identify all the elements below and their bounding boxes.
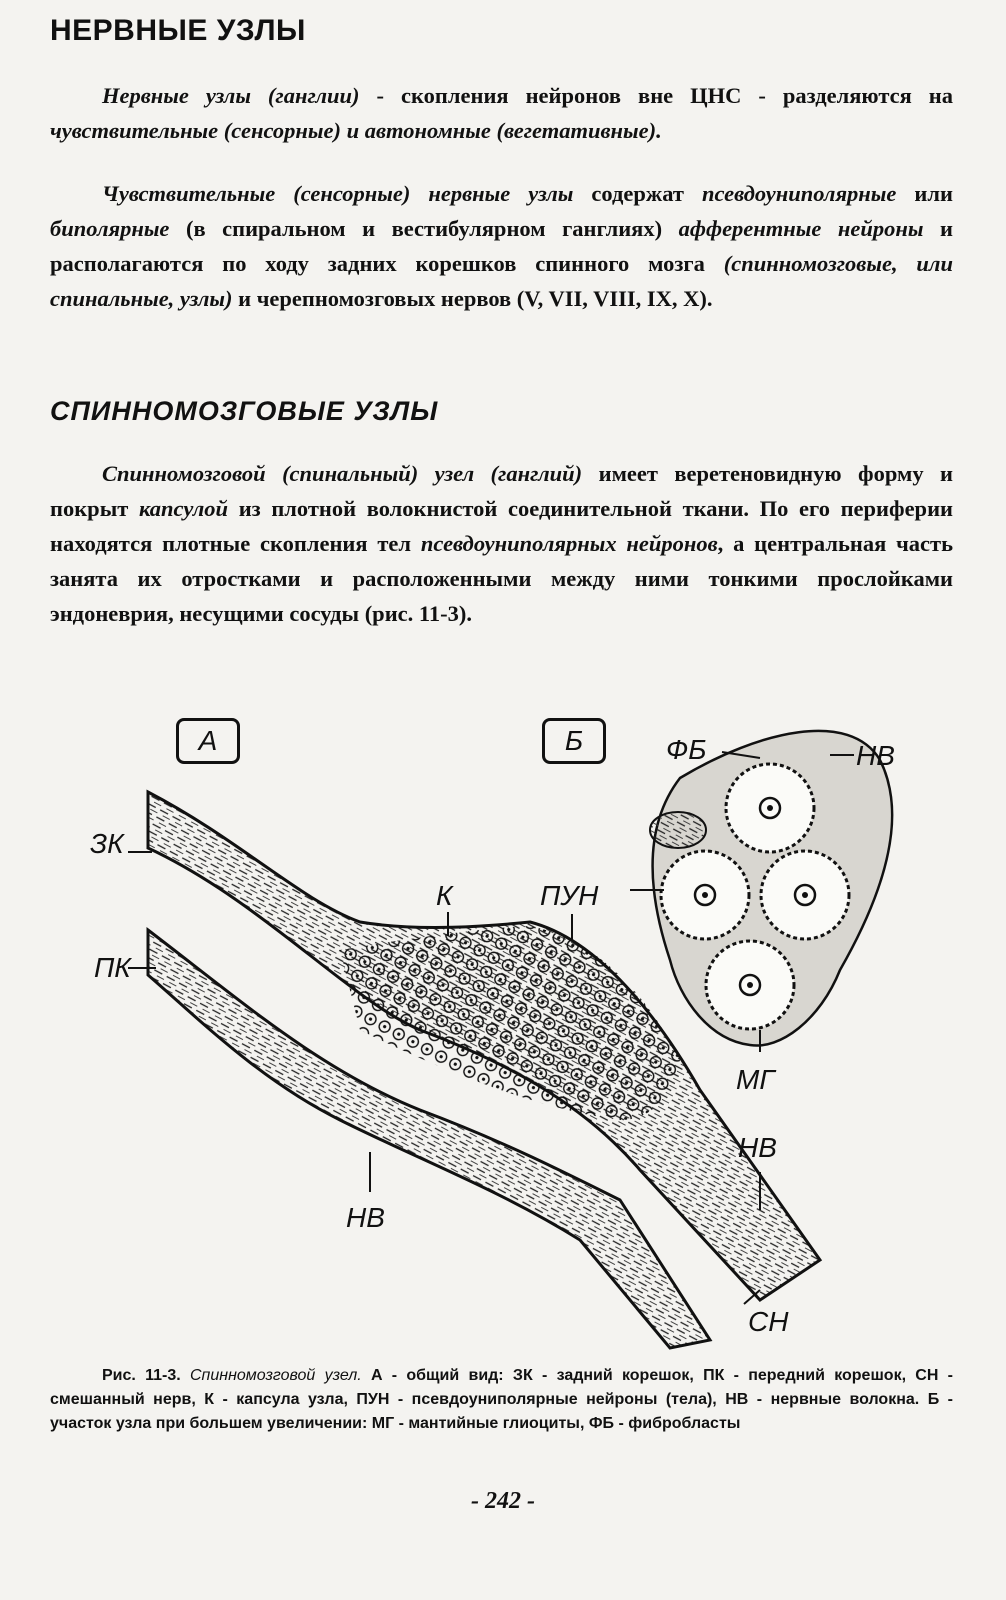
text: , а центральная часть занята их отростками и расположенными между ними тонкими прослойками эндоневрия, несущими сосуды (рис. 11-3). bbox=[50, 531, 953, 626]
caption-body: А - общий вид: ЗК - задний корешок, ПК - передний корешок, СН - смешанный нерв, К - капсула узла, ПУН - псевдоуниполярные нейроны (тела), НВ - нервные волокна. Б - участок узла при большем увеличении: МГ - мантийные глиоциты, ФБ - фибробласты bbox=[50, 1367, 954, 1432]
term: капсулой bbox=[138, 496, 229, 521]
text: имеет веретеновидную форму и покрыт bbox=[50, 461, 953, 521]
caption-prefix: Рис. 11-3. bbox=[102, 1367, 190, 1384]
paragraph-ganglia-intro bbox=[50, 78, 953, 148]
term-ganglia: Нервные узлы (ганглии) bbox=[102, 83, 360, 108]
term-sensory-ganglia: Чувствительные (сенсорные) нервные узлы bbox=[102, 181, 574, 206]
label-sn: СН bbox=[748, 1306, 789, 1337]
section-heading: НЕРВНЫЕ УЗЛЫ bbox=[50, 14, 306, 47]
term: псевдоуниполярные bbox=[701, 181, 897, 206]
paragraph-sensory-ganglia bbox=[50, 176, 953, 316]
label-fb: ФБ bbox=[666, 734, 707, 765]
term: биполярные bbox=[50, 216, 170, 241]
panel-b-label: Б bbox=[542, 718, 606, 764]
ganglion-body bbox=[340, 926, 680, 1120]
label-nv-top: НВ bbox=[856, 740, 895, 771]
fiber-bundle bbox=[650, 812, 706, 848]
figure-caption bbox=[50, 1364, 953, 1436]
term: (спинномозговые, или спинальные, узлы) bbox=[50, 251, 953, 311]
neuron-cell-2 bbox=[661, 851, 749, 939]
paragraph-spinal-ganglion bbox=[50, 456, 953, 631]
figure-11-3 bbox=[60, 700, 960, 1350]
text: и располагаются по ходу задних корешков спинного мозга bbox=[50, 216, 953, 276]
label-mg: МГ bbox=[736, 1064, 775, 1095]
neuron-cell-3 bbox=[761, 851, 849, 939]
text: - скопления нейронов вне ЦНС - разделяются на bbox=[359, 83, 954, 108]
label-pk: ПК bbox=[94, 952, 131, 983]
label-pun: ПУН bbox=[540, 880, 599, 911]
neuron-cell-4 bbox=[706, 941, 794, 1029]
text: содержат bbox=[573, 181, 702, 206]
ganglion-illustration bbox=[60, 700, 960, 1350]
text: и черепномозговых нервов (V, VII, VIII, IX, X). bbox=[232, 286, 713, 311]
label-nv-right: НВ bbox=[738, 1132, 777, 1163]
label-nv-bottom: НВ bbox=[346, 1202, 385, 1233]
term: псевдоуниполярных нейронов bbox=[420, 531, 718, 556]
neuron-cell-1 bbox=[726, 764, 814, 852]
term-types: чувствительные (сенсорные) и автономные (вегетативные). bbox=[50, 118, 662, 143]
subsection-heading: СПИННОМОЗГОВЫЕ УЗЛЫ bbox=[50, 396, 439, 426]
text: (в спиральном и вестибулярном ганглиях) bbox=[169, 216, 679, 241]
caption-title: Спинномозговой узел. bbox=[190, 1367, 362, 1384]
term-spinal-ganglion: Спинномозговой (спинальный) узел (ганглий) bbox=[102, 461, 583, 486]
term: афферентные нейроны bbox=[678, 216, 924, 241]
text: или bbox=[896, 181, 953, 206]
label-zk: ЗК bbox=[90, 828, 124, 859]
label-k: К bbox=[436, 880, 453, 911]
panel-a-label: А bbox=[176, 718, 240, 764]
page-number: - 242 - bbox=[471, 1488, 535, 1514]
text: из плотной волокнистой соединительной ткани. По его периферии находятся плотные скопления тел bbox=[50, 496, 953, 556]
